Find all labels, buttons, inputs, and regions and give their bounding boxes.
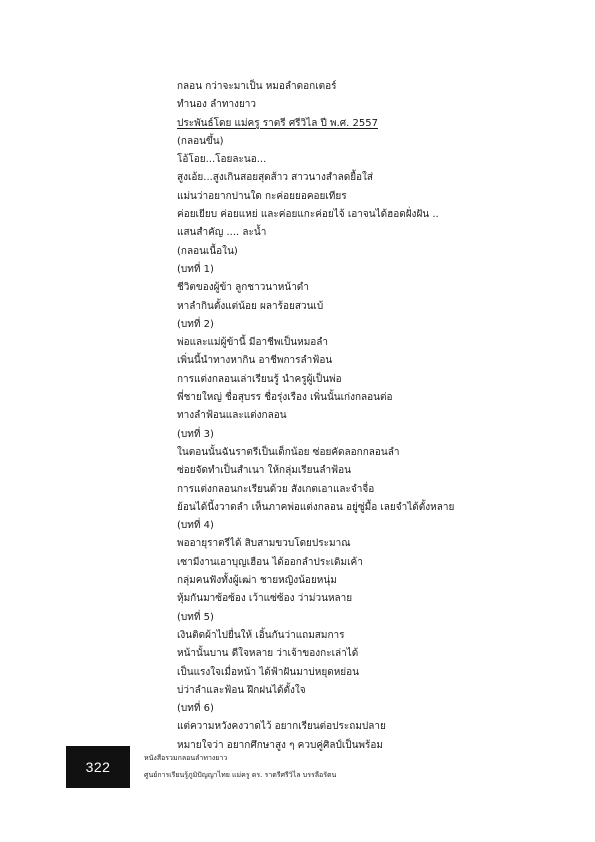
poem-line: กลุ่มคนฟังทั้งผู้เฒ่า ชายหญิงน้อยหนุ่ม	[177, 575, 337, 587]
poem-line: หาลำกินตั้งแต่น้อย ผลาร้อยสวนเบ้	[177, 300, 324, 312]
poem-author: ประพันธ์โดย แม่ครู ราตรี ศรีวิไล ปี พ.ศ. 2557	[177, 117, 378, 129]
poem-line: พออายุราตรีได้ สิบสามขวบโดยประมาณ	[177, 538, 351, 550]
poem-line: ซ่อยจัดทำเป็นสำเนา ให้กลุ่มเรียนลำฟ้อน	[177, 465, 351, 477]
poem-line: การแต่งกลอนกะเรียนด้วย สังเกตเอาและจำจื่อ	[177, 483, 375, 495]
poem-title: กลอน กว่าจะมาเป็น หมอลำดอกเตอร์	[177, 81, 337, 92]
poem-line: โอ้โอย...โอยละนอ...	[177, 154, 267, 166]
page-footer	[66, 746, 536, 788]
book-subtitle: ศูนย์การเรียนรู้ภูมิปัญญาไทย แม่ครู ดร. ราตรีศรีวิไล บรรลือรัตน	[144, 771, 337, 779]
poem-body	[177, 78, 537, 755]
poem-melody: ทำนอง ลำทางยาว	[177, 99, 257, 111]
poem-line: ย้อนได้นี้งวาดลำ เห็นภาคพ่อแต่งกลอน อยู่ซู่มื้อ เลยจำได้ตั้งหลาย	[177, 501, 455, 513]
poem-line: ในตอนนั้นฉันราตรีเป็นเด็กน้อย ซ่อยคัดลอกกลอนลำ	[177, 446, 400, 458]
poem-line: (กลอนเนื้อใน)	[177, 245, 238, 257]
poem-line: สูงเอ้ย...สูงเกินสอยสุดส้าว สาวนางสำลดยื้อใส่	[177, 172, 374, 184]
poem-line: ทางลำฟ้อนและแต่งกลอน	[177, 410, 287, 422]
poem-line: ชีวิตของผู้ข้า ลูกชาวนาหน้าดำ	[177, 282, 309, 294]
poem-line: (กลอนขึ้น)	[177, 135, 224, 147]
poem-line: (บทที่ 2)	[177, 318, 214, 330]
book-title: หนังสือรวมกลอนลำทางยาว	[144, 754, 228, 762]
poem-line: บ่ว่าลำและฟ้อน ฝึกฝนได้ตั้งใจ	[177, 684, 306, 696]
poem-line: หมายใจว่า อยากศึกษาสูง ๆ ควบคู่ศิลป์เป็นพร้อม	[177, 739, 383, 751]
poem-line: (บทที่ 5)	[177, 611, 214, 623]
poem-line: พ่อและแม่ผู้ข้านี้ มีอาชีพเป็นหมอลำ	[177, 337, 329, 349]
poem-line: เงินติดผ้าไปยื่นให้ เอิ้นกันว่าแถมสมการ	[177, 629, 345, 641]
poem-line: ค่อยเยียบ ค่อยแหย่ และค่อยแกะค่อยไจ้ เอาจนได้ฮอดฝั่งฝัน ..	[177, 209, 439, 221]
poem-line: พี่ชายใหญ่ ชื่อสุบรร ชื่อรุ่งเรือง เพิ่นนั้นเก่งกลอนต่อ	[177, 392, 393, 404]
poem-line: (บทที่ 4)	[177, 520, 214, 532]
poem-line: (บทที่ 1)	[177, 263, 214, 275]
poem-line: เพิ่นนี้นำทางหากิน อาชีพการลำฟ้อน	[177, 355, 333, 367]
page-number: 322	[66, 746, 130, 788]
poem-line: แต่ความหวังคงวาดไว้ อยากเรียนต่อประถมปลาย	[177, 721, 386, 733]
poem-line: หุ้มกันมาซ้อซ้อง เว้าแซ่ซ้อง ว่าม่วนหลาย	[177, 593, 353, 605]
poem-line: การแต่งกลอนเล่าเรียนรู้ นำครูผู้เป็นพ่อ	[177, 373, 342, 385]
poem-line: เซามีงานเอาบุญเฮือน ได้ออกลำประเดิมเค้า	[177, 556, 363, 568]
poem-line: แสนสำคัญ .... ละน้ำ	[177, 227, 267, 239]
poem-line: (บทที่ 3)	[177, 428, 214, 440]
poem-line: หน้านั้นบาน ดีใจหลาย ว่าเจ้าของกะเล่าได้	[177, 648, 359, 660]
poem-line: แม่นว่าอยากปานใด กะค่อยยอคอยเทียร	[177, 190, 347, 202]
poem-line: (บทที่ 6)	[177, 703, 214, 715]
poem-line: เป็นแรงใจเมื่อหน้า ได้ฟ้าฝันมาบ่หยุดหย่อน	[177, 666, 359, 678]
